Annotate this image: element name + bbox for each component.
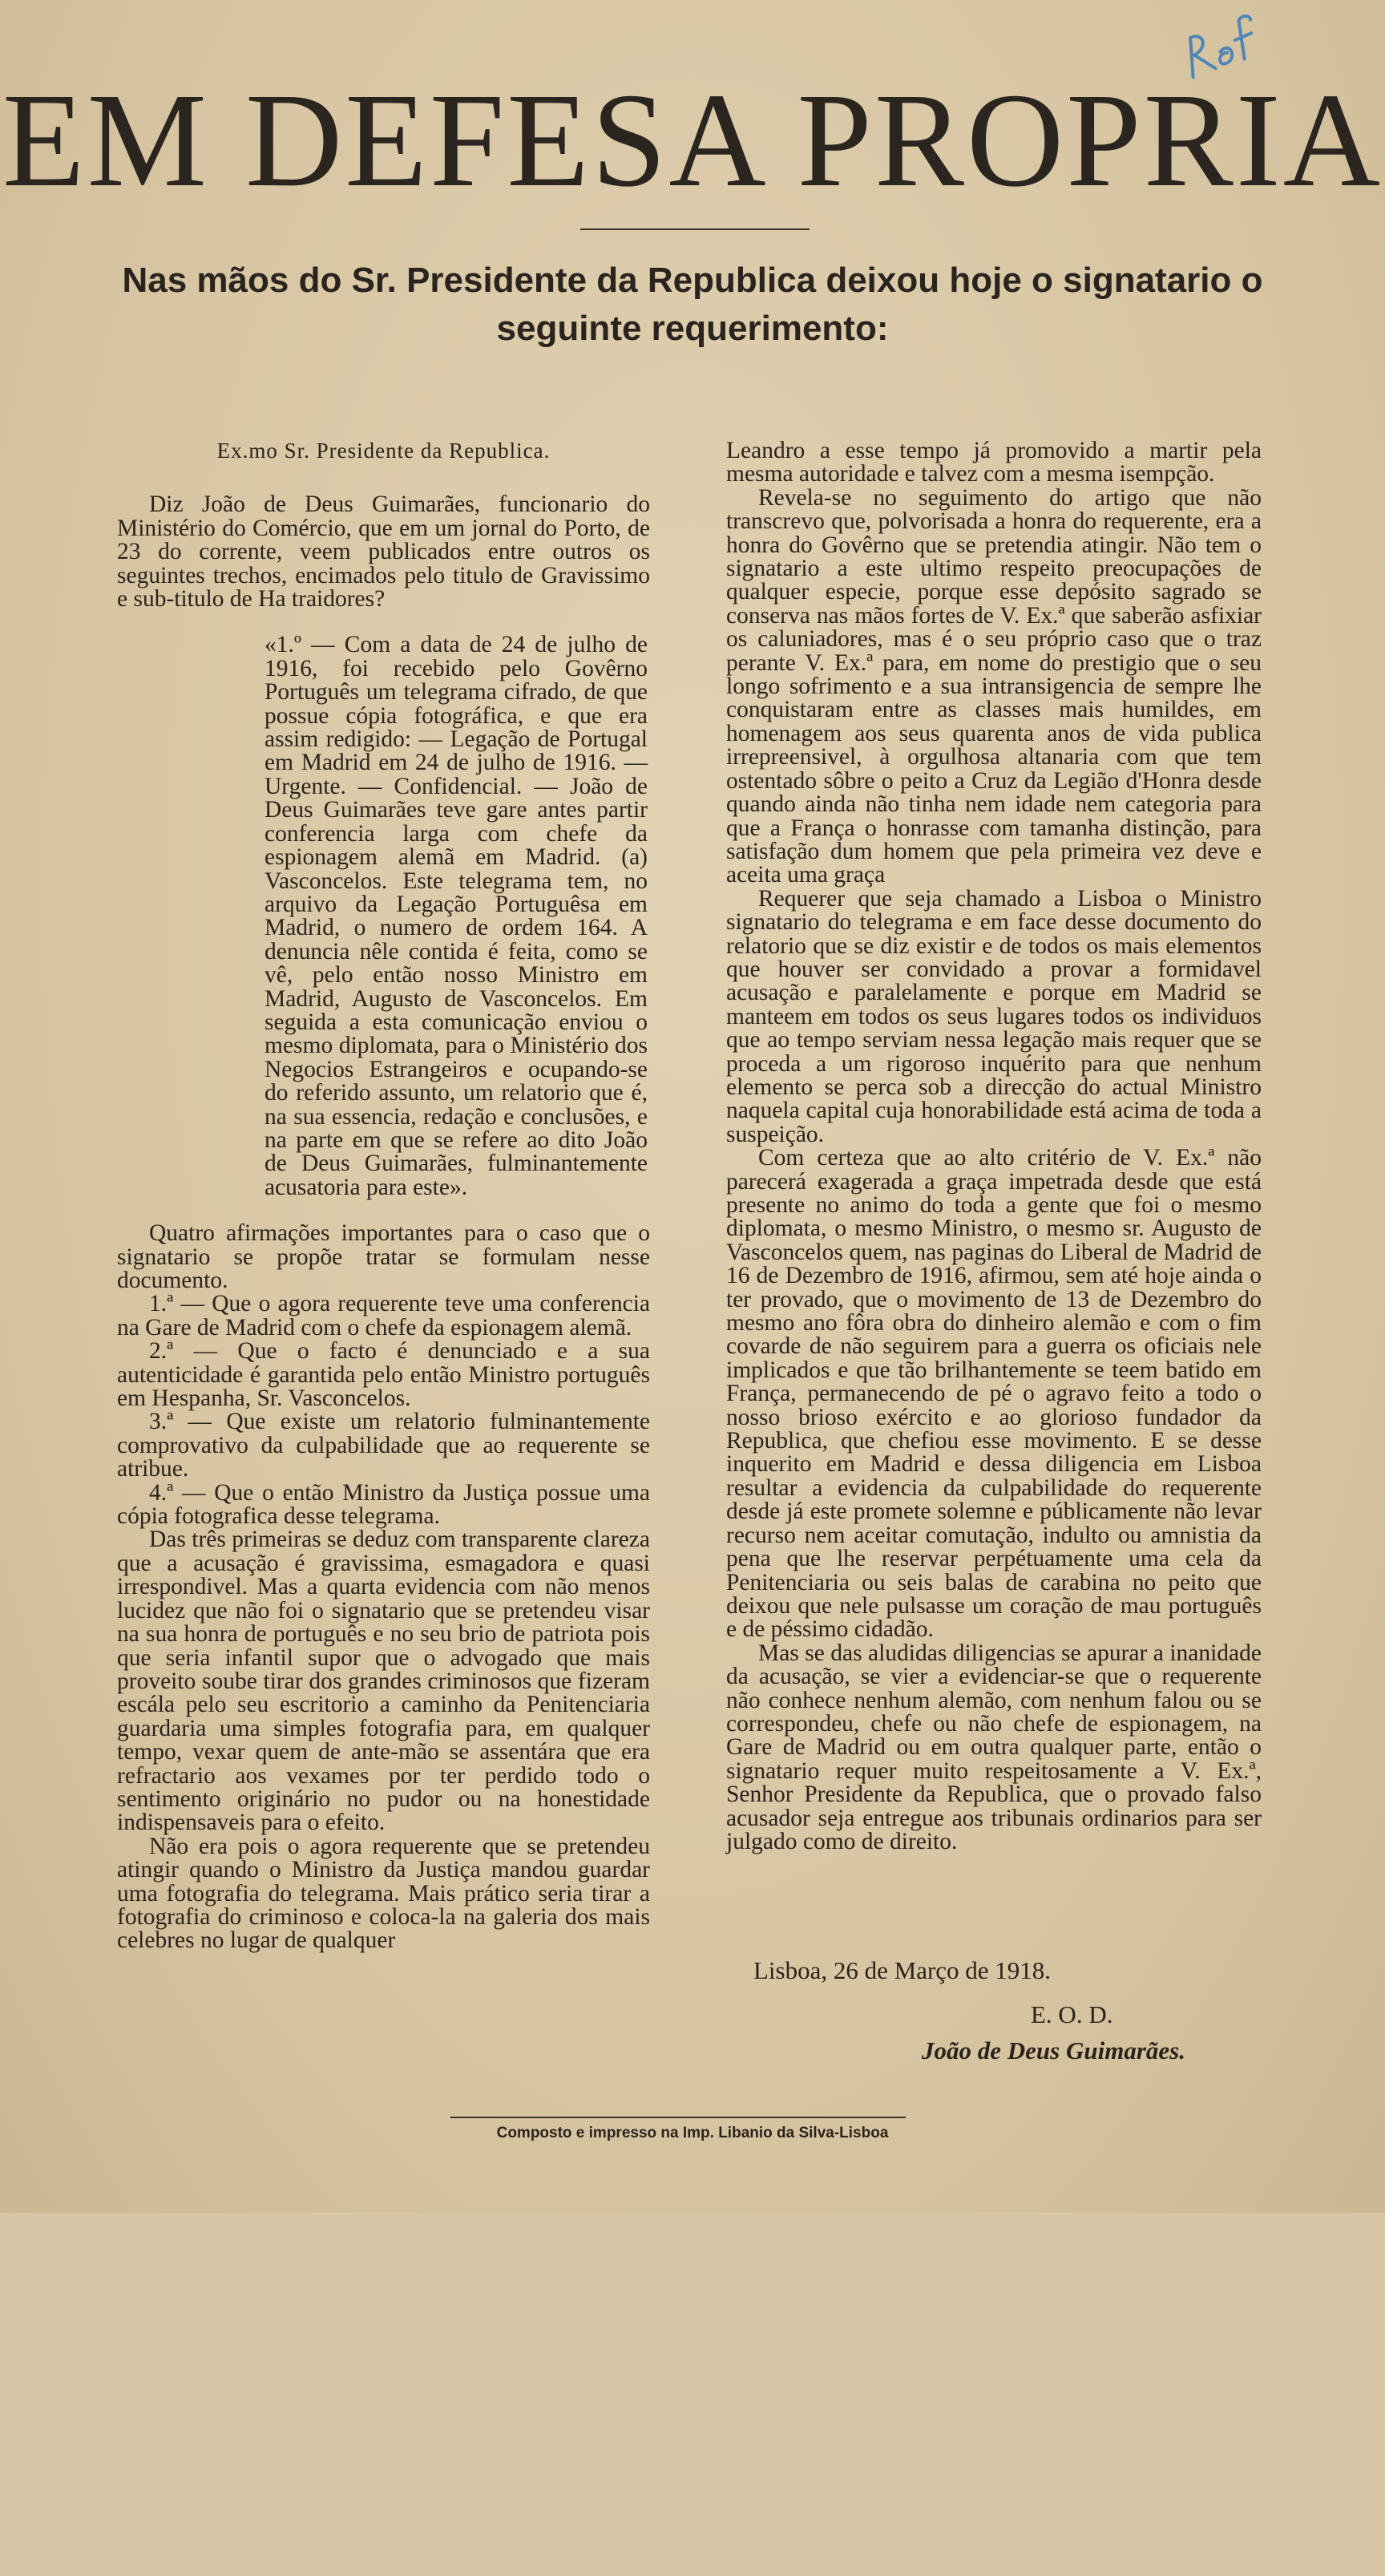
footer-divider	[450, 2117, 906, 2118]
paragraph: Com certeza que ao alto critério de V. Ex.ª não parecerá exagerada a graça impetrada desde que está presente no animo do toda a gente que foi o mesmo diplomata, o mesmo Ministro, o mesmo sr. Augusto de Vasconcelos quem, nas paginas do Liberal de Madrid de 16 de Dezembro de 1916, afirmou, sem até hoje ainda o ter provado, que o movimento de 13 de Dezembro do mesmo ano fôra obra do dinheiro alemão e com o fim covarde de não seguirem para a guerra os oficiais nele implicados e que tão brilhantemente se teem batido em França, permanecendo de pé o agravo feito a todo o nosso brioso exército e ao glorioso fundador da Republica, que chefiou esse movimento. E se desse inquerito em Madrid e dessa diligencia em Lisboa resultar a evidencia da culpabilidade do requerente desde já este promete solemne e públicamente não levar recurso nem aceitar comutação, indulto ou amnistia da pena que lhe reservar perpétuamente uma cela da Penitenciaria ou seis balas de carabina no peito que deixou que nele pulsasse um coração de mau português e de péssimo cidadão.	[726, 1145, 1262, 1643]
paragraph: Diz João de Deus Guimarães, funcionario do Ministério do Comércio, que em um jornal do Porto, de 23 do corrente, veem publicados entre outros os seguintes trechos, encimados pelo titulo de Gravissimo e sub-titulo de Ha traidores?	[117, 491, 650, 613]
page-subtitle: Nas mãos do Sr. Presidente da Republica deixou hoje o signatario o seguinte requerimento:	[122, 261, 1263, 348]
list-item: 3.ª — Que existe um relatorio fulminantemente comprovativo da culpabilidade que ao requerente se atribue.	[117, 1409, 650, 1482]
place-date: Lisboa, 26 de Março de 1918.	[753, 1956, 1052, 1984]
paragraph: Revela-se no seguimento do artigo que não transcrevo que, polvorisada a honra do requerente, era a honra do Govêrno que se pretendia atingir. Não tem o signatario a este ultimo respeito preocupações de qualquer especie, porque esse depósito sagrado se conserva nas mãos fortes de V. Ex.ª que saberão asfixiar os caluniadores, mas é o seu próprio caso que o traz perante V. Ex.ª para, em nome do prestigio que o seu longo sofrimento e a sua intransigencia de sempre lhe conquistaram entre as classes mais humildes, em homenagem aos seus quarenta anos de vida publica irrepreensivel, à orgulhosa altanaria com que tem ostentado sôbre o peito a Cruz da Legião d'Honra desde quando ainda não tinha nem idade nem categoria para que a França o honrasse com tamanha distinção, para satisfação dum homem que pela primeira vez deve e aceita uma graça	[726, 484, 1262, 888]
list-item: 4.ª — Que o então Ministro da Justiça possue uma cópia fotografica desse telegrama.	[117, 1479, 650, 1530]
left-column	[117, 439, 650, 1953]
paragraph: Leandro a esse tempo já promovido a martir pela mesma autoridade e talvez com a mesma isempção.	[726, 438, 1262, 487]
paragraph: Não era pois o agora requerente que se pretendeu atingir quando o Ministro da Justiça mandou guardar uma fotografia do telegrama. Mais prático seria tirar a fotografia do criminoso e coloca-la na galeria dos mais celebres no lugar de qualquer	[117, 1833, 650, 1954]
right-column	[726, 439, 1262, 1854]
signature-name: João de Deus Guimarães.	[922, 2036, 1185, 2064]
quoted-telegram: «1.º — Com a data de 24 de julho de 1916, foi recebido pelo Govêrno Português um telegrama cifrado, de que possue cópia fotográfica, e que era assim redigido: — Legação de Portugal em Madrid em 24 de julho de 1916. — Urgente. — Confidencial. — João de Deus Guimarães teve gare antes partir conferencia larga com chefe da espionagem alemã em Madrid. (a) Vasconcelos. Este telegrama tem, no arquivo da Legação Portuguêsa em Madrid, o numero de ordem 164. A denuncia nêle contida é feita, como se vê, pelo então nosso Ministro em Madrid, Augusto de Vasconcelos. Em seguida a esta comunicação enviou o mesmo diplomata, para o Ministério dos Negocios Estrangeiros e ocupando-se do referido assunto, um relatorio que é, na sua essencia, redação e conclusões, e na parte em que se refere ao dito João de Deus Guimarães, fulminantemente acusatoria para este».	[264, 632, 648, 1200]
page-title: EM DEFESA PROPRIA	[2, 66, 1383, 215]
list-item: 1.ª — Que o agora requerente teve uma conferencia na Gare de Madrid com o chefe da espionagem alemã.	[117, 1291, 650, 1341]
salutation: Ex.mo Sr. Presidente da Republica.	[216, 439, 551, 463]
title-divider	[580, 228, 810, 230]
paragraph: Requerer que seja chamado a Lisboa o Ministro signatario do telegrama e em face desse documento do relatorio que se diz existir e de todos os mais elementos que houver ser convidado a provar a formidavel acusação e paralelamente e porque em Madrid se manteem em todos os seus lugares todos os individuos que ao tempo serviam nessa legação mais requer que se proceda a um rigoroso inquérito para que nenhum elemento se perca sob a direcção do actual Ministro naquela capital cuja honorabilidade está acima de toda a suspeição.	[726, 885, 1262, 1147]
printer-imprint: Composto e impresso na Imp. Libanio da Silva-Lisboa	[496, 2125, 889, 2141]
list-item: 2.ª — Que o facto é denunciado e a sua autenticidade é garantida pelo então Ministro português em Hespanha, Sr. Vasconcelos.	[117, 1338, 650, 1412]
paragraph: Mas se das aludidas diligencias se apurar a inanidade da acusação, se vier a evidenciar-se que o requerente não conhece nenhum alemão, com nenhum falou ou se correspondeu, chefe ou não chefe de espionagem, na Gare de Madrid ou em outra qualquer parte, então o signatario requer muito respeitosamente a V. Ex.ª, Senhor Presidente da Republica, que o provado falso acusador seja entregue aos tribunais ordinarios para ser julgado como de direito.	[726, 1640, 1262, 1854]
paragraph: Quatro afirmações importantes para o caso que o signatario se propõe tratar se formulam nesse documento.	[117, 1220, 650, 1293]
paragraph: Das três primeiras se deduz com transparente clareza que a acusação é gravissima, esmagadora e quasi irrespondivel. Mas a quarta evidencia com não menos lucidez que não foi o signatario que se pretendeu visar na sua honra de português e no seu brio de patriota pois que seria infantil supor que o advogado que mais proveito soube tirar dos grandes criminosos que fizeram escála pelo seu escritorio a caminho da Penitenciaria guardaria uma simples fotografia para, em qualquer tempo, vexar quem de ante-mão se assentára que era refractario aos vexames por ter perdido todo o sentimento originário no pudor ou na honestidade indispensaveis para o efeito.	[117, 1527, 650, 1836]
signature-initials: E. O. D.	[1031, 2000, 1113, 2028]
